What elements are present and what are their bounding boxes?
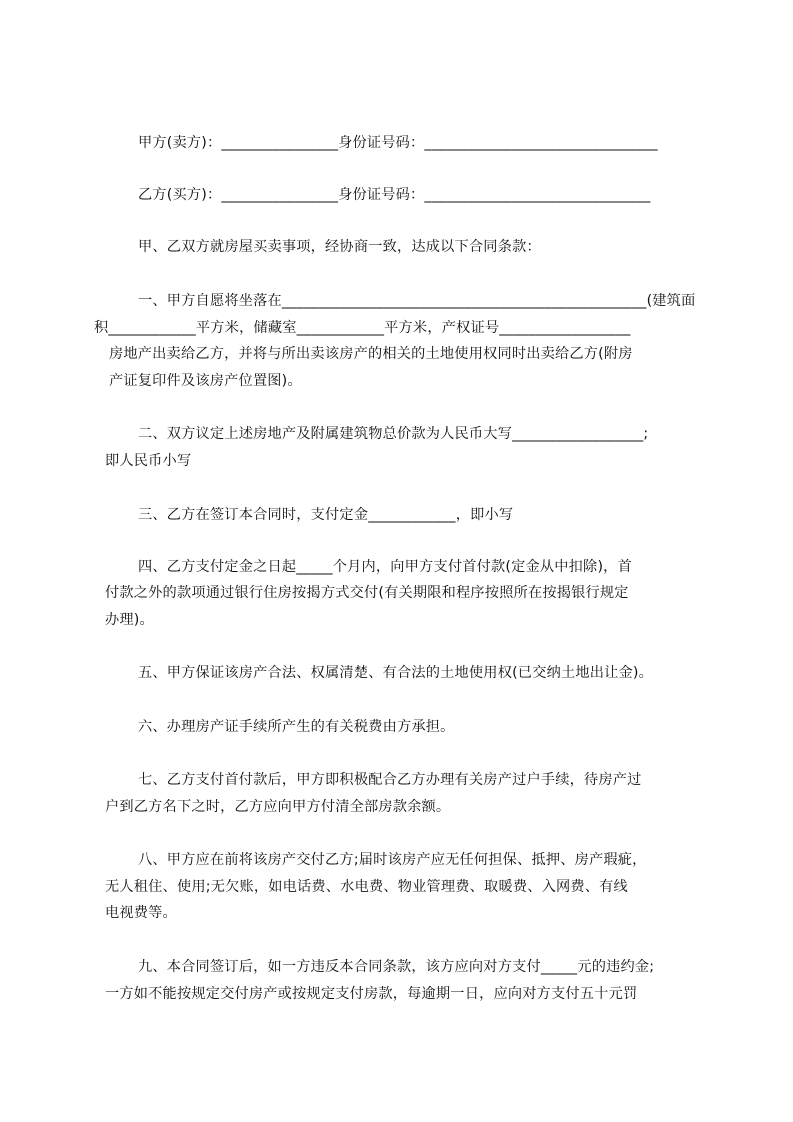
clause-1-line-1: 一、甲方自愿将坐落在__________________________________________________(建筑面: [138, 293, 696, 309]
clause-4-line-1: 四、乙方支付定金之日起_____个月内，向甲方支付首付款(定金从中扣除)，首: [138, 559, 632, 575]
clause-7-line-2: 户到乙方名下之时，乙方应向甲方付清全部房款余额。: [105, 799, 451, 815]
party-b-line: 乙方(买方)：________________身份证号码：_______________________________: [138, 187, 651, 203]
clause-1-line-4: 产证复印件及该房产位置图)。: [109, 373, 302, 389]
clause-8-line-2: 无人租住、使用;无欠账，如电话费、水电费、物业管理费、取暖费、入网费、有线: [105, 879, 628, 895]
clause-9-line-2: 一方如不能按规定交付房产或按规定支付房款，每逾期一日，应向对方支付五十元罚: [105, 986, 638, 1002]
clause-4-line-3: 办理)。: [105, 612, 154, 628]
clause-9-line-1: 九、本合同签订后，如一方违反本合同条款，该方应向对方支付_____元的违约金;: [138, 959, 655, 975]
clause-2-line-2: 即人民币小写: [105, 453, 192, 469]
clause-8-line-1: 八、甲方应在前将该房产交付乙方;届时该房产应无任何担保、抵押、房产瑕疵，: [138, 852, 647, 868]
clause-3-line-1: 三、乙方在签订本合同时，支付定金____________，即小写: [138, 507, 514, 523]
party-a-line: 甲方(卖方)：________________身份证号码：________________________________: [138, 135, 658, 151]
clause-8-line-3: 电视费等。: [105, 905, 177, 921]
clause-1-line-3: 房地产出卖给乙方，并将与所出卖该房产的相关的土地使用权同时出卖给乙方(附房: [109, 346, 633, 362]
intro-line: 甲、乙双方就房屋买卖事项，经协商一致，达成以下合同条款：: [138, 239, 541, 255]
clause-6-line-1: 六、办理房产证手续所产生的有关税费由方承担。: [138, 719, 455, 735]
clause-4-line-2: 付款之外的款项通过银行住房按揭方式交付(有关期限和程序按照所在按揭银行规定: [105, 585, 629, 601]
clause-2-line-1: 二、双方议定上述房地产及附属建筑物总价款为人民币大写__________________;: [138, 426, 649, 442]
clause-1-line-2: 积____________平方米，储藏室____________平方米，产权证号__________________: [94, 320, 631, 336]
clause-7-line-1: 七、乙方支付首付款后，甲方即积极配合乙方办理有关房产过户手续，待房产过: [138, 772, 642, 788]
clause-5-line-1: 五、甲方保证该房产合法、权属清楚、有合法的土地使用权(已交纳土地出让金)。: [138, 665, 654, 681]
